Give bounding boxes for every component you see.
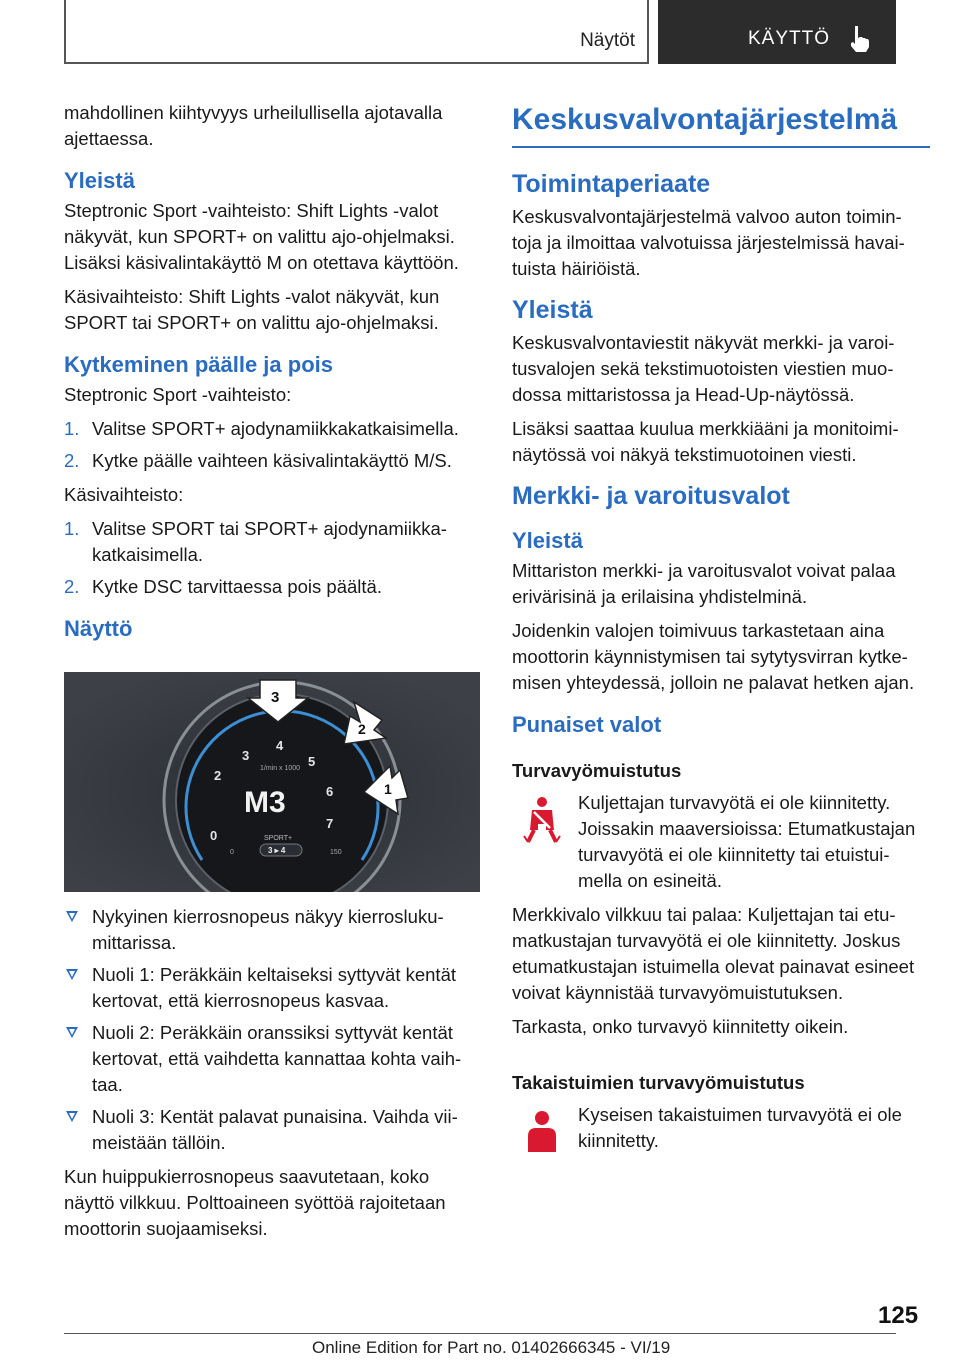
principle-heading: Toimintaperiaate bbox=[512, 170, 711, 198]
arrow-number: 2 bbox=[358, 721, 366, 737]
display-heading: Näyttö bbox=[64, 616, 133, 641]
step-text: Kytke päälle vaihteen käsivalintakäyttö M/S. bbox=[92, 450, 452, 471]
speed-min-label: 0 bbox=[230, 849, 234, 856]
list-item bbox=[64, 962, 482, 1014]
list-item bbox=[64, 1104, 482, 1156]
seatbelt-paragraph-2: Merkkivalo vilkkuu tai palaa: Kuljettajan tai etu-matkustajan turvavyötä ei ole kiinnitetty. Joskus etumatkustajan istuimella olevat painavat esineet voivat käynnistää turvavyömuistutuksen. bbox=[512, 904, 915, 1003]
right-column bbox=[512, 100, 930, 1162]
triangle-bullet-icon bbox=[66, 1111, 78, 1122]
list-item bbox=[64, 904, 482, 956]
step-number: 2. bbox=[64, 576, 80, 597]
lights-heading: Merkki- ja varoitusvalot bbox=[512, 482, 790, 510]
scale-label: 0 bbox=[210, 828, 218, 843]
chapter-label: KÄYTTÖ bbox=[748, 28, 831, 49]
lights-paragraph-2: Joidenkin valojen toimivuus tarkastetaan aina moottorin käynnistymisen tai sytytysvirran kytke-misen yhteydessä, jolloin ne palavat hetken ajan. bbox=[512, 620, 915, 693]
intro-text: mahdollinen kiihtyvyys urheilullisella ajotavalla ajettaessa. bbox=[64, 102, 443, 149]
mode-label: SPORT+ bbox=[264, 835, 293, 842]
bullet-text: Nuoli 3: Kentät palavat punaisina. Vaihda vii-meistään tällöin. bbox=[92, 1106, 458, 1153]
seatbelt-heading: Turvavyömuistutus bbox=[512, 760, 682, 781]
chapter-tab bbox=[658, 0, 896, 64]
heading-divider bbox=[512, 146, 930, 148]
principle-paragraph: Keskusvalvontajärjestelmä valvoo auton toimin-toja ja ilmoittaa valvotuissa järjestelmissä havai-tuista häiriöistä. bbox=[512, 206, 905, 279]
outro-text: Kun huippukierrosnopeus saavutetaan, koko näyttö vilkkuu. Polttoaineen syöttöä rajoitetaan moottorin suojaamiseksi. bbox=[64, 1166, 446, 1239]
list-item bbox=[64, 574, 482, 600]
rear-seatbelt-heading: Takaistuimien turvavyömuistutus bbox=[512, 1072, 805, 1093]
manual-label: Käsivaihteisto: bbox=[64, 484, 184, 505]
list-item bbox=[64, 448, 482, 474]
general-paragraph-1: Steptronic Sport -vaihteisto: Shift Lights -valot näkyvät, kun SPORT+ on valittu ajo-ohjelmaksi. Lisäksi käsivalintakäyttö M on otettava käyttöön. bbox=[64, 200, 459, 273]
bullet-text: Nykyinen kierrosnopeus näkyy kierrosluku-mittarissa. bbox=[92, 906, 444, 953]
general-heading: Yleistä bbox=[512, 296, 593, 324]
rear-seatbelt-paragraph: Kyseisen takaistuimen turvavyötä ei ole kiinnitetty. bbox=[578, 1104, 902, 1151]
page-number: 125 bbox=[878, 1302, 919, 1329]
footer-divider bbox=[64, 1333, 896, 1334]
rev-counter-figure bbox=[64, 672, 480, 892]
scale-label: 2 bbox=[214, 768, 222, 783]
general-heading: Yleistä bbox=[64, 168, 135, 193]
steptronic-steps bbox=[64, 416, 482, 474]
unit-label: 1/min x 1000 bbox=[260, 765, 301, 772]
general-paragraph-2: Lisäksi saattaa kuulua merkkiääni ja monitoimi-näytössä voi näkyä tekstimuotoinen viesti. bbox=[512, 418, 899, 465]
step-text: Kytke DSC tarvittaessa pois päältä. bbox=[92, 576, 382, 597]
header-section-box bbox=[64, 0, 649, 64]
triangle-bullet-icon bbox=[66, 911, 78, 922]
step-text: Valitse SPORT+ ajodynamiikkakatkaisimella. bbox=[92, 418, 459, 439]
gear-indicator: M3 bbox=[244, 786, 286, 819]
manual-steps bbox=[64, 516, 482, 600]
seatbelt-warning-block bbox=[512, 790, 930, 894]
list-item bbox=[64, 416, 482, 442]
general-paragraph-1: Keskusvalvontaviestit näkyvät merkki- ja varoi-tusvalojen sekä tekstimuotoisten viestien muo-dossa mittaristossa ja Head-Up-näytössä. bbox=[512, 332, 895, 405]
step-number: 1. bbox=[64, 518, 80, 539]
display-bullets bbox=[64, 904, 482, 1156]
main-heading: Keskusvalvontajärjestelmä bbox=[512, 103, 898, 136]
scale-label: 4 bbox=[276, 738, 284, 753]
switch-heading: Kytkeminen päälle ja pois bbox=[64, 352, 333, 377]
red-lights-heading: Punaiset valot bbox=[512, 712, 662, 737]
list-item bbox=[64, 516, 482, 568]
seatbelt-warning-icon bbox=[520, 796, 564, 846]
bullet-text: Nuoli 1: Peräkkäin keltaiseksi syttyvät kentät kertovat, että kierrosnopeus kasvaa. bbox=[92, 964, 456, 1011]
rear-seat-warning-icon bbox=[520, 1108, 564, 1158]
footer-edition: Online Edition for Part no. 01402666345 - VI/19 bbox=[312, 1338, 671, 1357]
triangle-bullet-icon bbox=[66, 969, 78, 980]
step-text: Valitse SPORT tai SPORT+ ajodynamiikka-katkaisimella. bbox=[92, 518, 447, 565]
steptronic-label: Steptronic Sport -vaihteisto: bbox=[64, 384, 292, 405]
rear-seatbelt-warning-block bbox=[512, 1102, 930, 1154]
lights-general-heading: Yleistä bbox=[512, 528, 583, 553]
scale-label: 6 bbox=[326, 784, 334, 799]
bullet-text: Nuoli 2: Peräkkäin oranssiksi syttyvät kentät kertovat, että vaihdetta kannattaa kohta vaih-taa. bbox=[92, 1022, 462, 1095]
rev-counter-illustration bbox=[64, 672, 480, 892]
gear-shift-indicator: 3 ▸ 4 bbox=[268, 846, 286, 855]
arrow-number: 3 bbox=[271, 689, 280, 706]
lights-paragraph-1: Mittariston merkki- ja varoitusvalot voivat palaa erivärisinä ja erilaisina yhdistelminä. bbox=[512, 560, 896, 607]
scale-label: 3 bbox=[242, 748, 250, 763]
step-number: 1. bbox=[64, 418, 80, 439]
general-paragraph-2: Käsivaihteisto: Shift Lights -valot näkyvät, kun SPORT tai SPORT+ on valittu ajo-ohjelmaksi. bbox=[64, 286, 440, 333]
seatbelt-paragraph-3: Tarkasta, onko turvavyö kiinnitetty oikein. bbox=[512, 1016, 849, 1037]
scale-label: 5 bbox=[308, 754, 316, 769]
list-item bbox=[64, 1020, 482, 1098]
scale-label: 7 bbox=[326, 816, 334, 831]
triangle-bullet-icon bbox=[66, 1027, 78, 1038]
step-number: 2. bbox=[64, 450, 80, 471]
hand-pointer-icon bbox=[848, 24, 874, 52]
seatbelt-paragraph-1: Kuljettajan turvavyötä ei ole kiinnitetty. Joissakin maaversioissa: Etumatkustajan turvavyötä ei ole kiinnitetty tai etuistui-mella on esineitä. bbox=[578, 792, 916, 891]
arrow-number: 1 bbox=[384, 781, 392, 797]
left-column bbox=[64, 100, 482, 1250]
section-title: Näytöt bbox=[580, 30, 635, 51]
speed-max-label: 150 bbox=[330, 849, 342, 856]
